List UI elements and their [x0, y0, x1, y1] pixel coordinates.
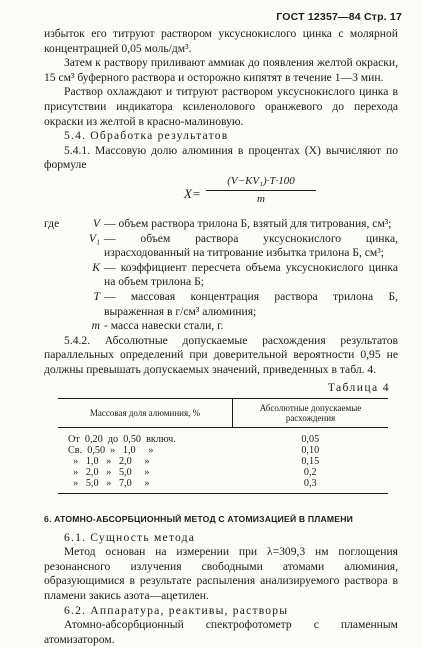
- definition-row: [44, 261, 398, 290]
- definition-prefix: [44, 232, 79, 261]
- formula-lhs: X=: [184, 185, 201, 201]
- paragraph-6-1: Метод основан на измерении при λ=309,3 нм поглощения резонансного излучения свободными атомами алюминия, образующимися в результате распыления анализируемого раствора в пламени закись азота—ацетилен.: [44, 545, 398, 603]
- page-header: ГОСТ 12357—84 Стр. 17: [276, 11, 402, 23]
- table-row: [58, 445, 388, 456]
- formula-denominator: m: [257, 192, 265, 205]
- section-heading-5-4: 5.4. Обработка результатов: [64, 129, 229, 143]
- paragraph-ammonia: Затем к раствору приливают аммиак до появления желтой окраски, 15 см³ буферного раствора и осторожно кипятят в течение 1—3 мин.: [44, 56, 398, 84]
- definition-row: [44, 232, 398, 261]
- definition-text: - масса навески стали, г.: [104, 319, 224, 333]
- section-heading-6-2: 6.2. Аппаратура, реактивы, растворы: [64, 603, 289, 617]
- definition-symbol: T: [93, 289, 100, 303]
- table-header-cell: Массовая доля алюминия, %: [58, 399, 233, 428]
- table-cell-range: » 5,0 » 7,0 »: [58, 478, 233, 494]
- table-cell-value: 0,15: [301, 456, 320, 468]
- definition-prefix: [44, 319, 79, 334]
- definitions-list: [44, 217, 398, 334]
- table-header-cell: Абсолютные допускаемые расхождения: [233, 399, 389, 428]
- definition-prefix: [44, 261, 79, 290]
- formula-numerator: (V−KV₁)·T·100: [206, 174, 316, 191]
- table-4: [58, 398, 388, 494]
- table-row: [58, 428, 388, 446]
- paragraph-cooling: Раствор охлаждают и титруют раствором уксуснокислого цинка в присутствии индикатора ксиленолового оранжевого до перехода окраски из желтой в красно-малиновую.: [44, 85, 398, 128]
- definition-symbol: V: [92, 216, 100, 230]
- table-cell-range: От 0,20 до 0,50 включ.: [68, 434, 176, 446]
- table-cell-value: 0,05: [301, 434, 320, 446]
- table-header-row: [58, 399, 388, 428]
- definition-text: — объем раствора трилона Б, взятый для титрования, см³;: [104, 216, 392, 230]
- paragraph-6-2: Атомно-абсорбционный спектрофотометр с пламенным атомизатором.: [44, 618, 398, 646]
- definition-symbol: m: [91, 319, 100, 333]
- table-cell-value: 0,3: [233, 478, 389, 494]
- definition-text: — объем раствора уксуснокислого цинка, израсходованный на титрование избытка трилона Б, см³;: [104, 231, 398, 260]
- paragraph-5-4-1: 5.4.1. Массовую долю алюминия в процентах (X) вычисляют по формуле: [44, 143, 398, 172]
- definition-row: [44, 217, 398, 232]
- definition-prefix: где: [44, 216, 60, 230]
- table-cell-value: 0,2: [303, 467, 317, 479]
- definition-row: [44, 319, 398, 334]
- formula-fraction: [206, 174, 316, 206]
- document-body: [44, 27, 398, 647]
- definition-prefix: [44, 290, 79, 319]
- definition-symbol: K: [92, 260, 100, 274]
- table-row: [58, 478, 388, 494]
- table-cell-range: » 1,0 » 2,0 »: [68, 456, 150, 468]
- section-heading-6-1: 6.1. Сущность метода: [64, 530, 196, 544]
- table-cell-value: 0,10: [301, 445, 320, 457]
- definition-text: — коэффициент пересчета объема уксуснокислого цинка на объем трилона Б;: [104, 260, 398, 289]
- paragraph-titration: избыток его титруют раствором уксуснокислого цинка с молярной концентрацией 0,05 моль/дм³.: [44, 27, 398, 55]
- formula: [44, 174, 398, 216]
- definition-row: [44, 290, 398, 319]
- paragraph-5-4-2: 5.4.2. Абсолютные допускаемые расхождения результатов параллельных определений при доверительной вероятности 0,95 не должны превышать допускаемых значений, приведенных в табл. 4.: [44, 333, 398, 376]
- table-cell-range: Св. 0,50 » 1,0 »: [68, 445, 154, 457]
- table-row: [58, 467, 388, 478]
- section-heading-6: 6. АТОМНО-АБСОРБЦИОННЫЙ МЕТОД С АТОМИЗАЦИЕЙ В ПЛАМЕНИ: [44, 514, 354, 525]
- table-cell-range: » 2,0 » 5,0 »: [68, 467, 150, 479]
- definition-symbol: V₁: [88, 231, 100, 245]
- definition-text: — массовая концентрация раствора трилона Б, выраженная в г/см³ алюминия;: [104, 289, 398, 318]
- table-row: [58, 456, 388, 467]
- table-caption: Таблица 4: [327, 381, 390, 395]
